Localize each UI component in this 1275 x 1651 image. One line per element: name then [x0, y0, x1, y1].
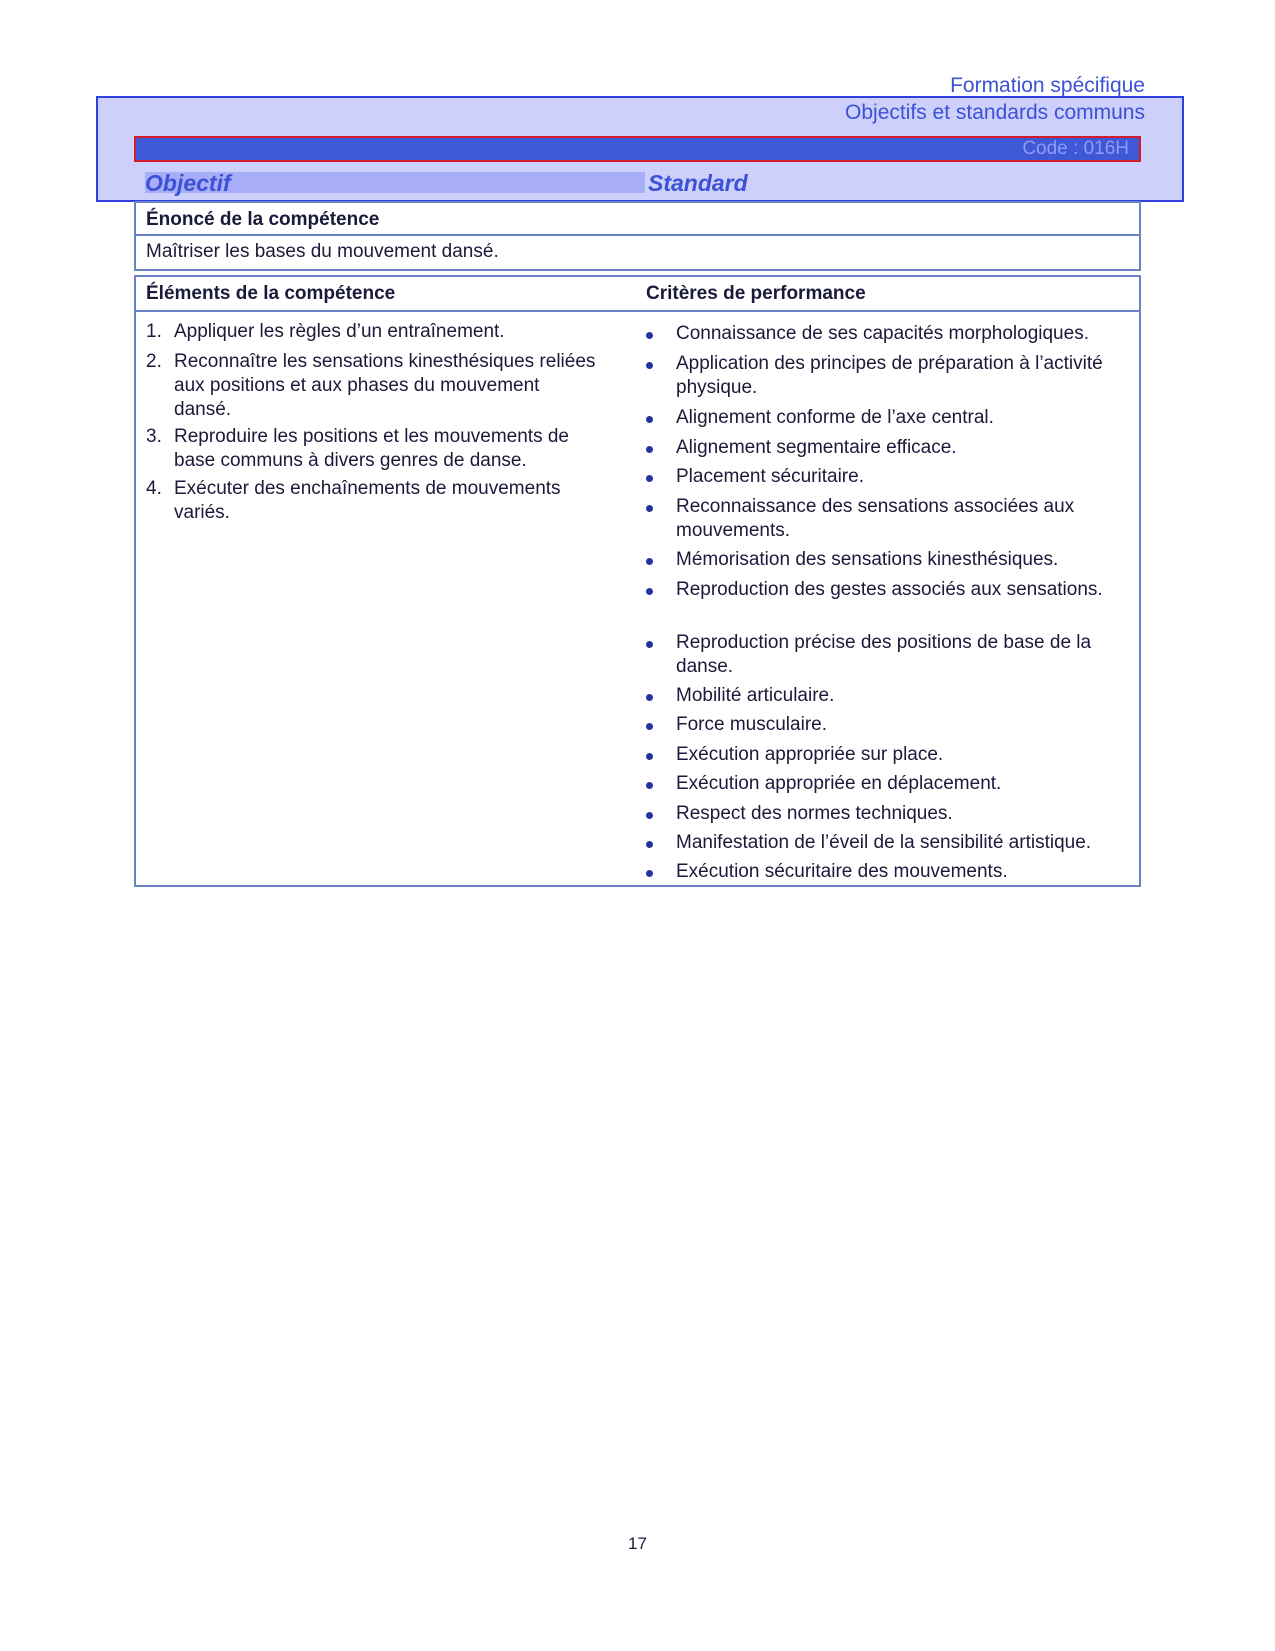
page-number: 17	[628, 1534, 647, 1553]
bullet-icon	[646, 362, 653, 369]
bullet-icon	[646, 870, 653, 877]
element-number: 3.	[146, 426, 162, 447]
element-item	[146, 350, 601, 422]
critere-text: Reproduction précise des positions de base de la danse.	[676, 632, 1092, 677]
critere-item	[646, 406, 1136, 430]
critere-item	[646, 713, 1136, 737]
critere-text: Alignement segmentaire efficace.	[676, 437, 957, 458]
bullet-icon	[646, 588, 653, 595]
critere-item	[646, 860, 1136, 884]
critere-item	[646, 684, 1136, 708]
enonce-text: Maîtriser les bases du mouvement dansé.	[146, 241, 499, 262]
critere-item	[646, 831, 1136, 855]
bullet-icon	[646, 332, 653, 339]
element-item	[146, 320, 601, 344]
element-number: 4.	[146, 478, 162, 499]
bullet-icon	[646, 558, 653, 565]
element-text: Reproduire les positions et les mouvements de base communs à divers genres de danse.	[174, 426, 569, 471]
bullet-icon	[646, 753, 653, 760]
critere-text: Exécution appropriée sur place.	[676, 744, 944, 765]
bullet-icon	[646, 694, 653, 701]
critere-item	[646, 743, 1136, 767]
code-bar	[134, 136, 1141, 162]
critere-text: Respect des normes techniques.	[676, 803, 953, 824]
critere-item	[646, 802, 1136, 826]
enonce-title: Énoncé de la compétence	[146, 209, 380, 230]
critere-item	[646, 578, 1136, 602]
critere-text: Force musculaire.	[676, 714, 827, 735]
element-text: Appliquer les règles d’un entraînement.	[174, 321, 505, 342]
objectifs-standards-title: Objectifs et standards communs	[845, 101, 1145, 124]
elements-title: Éléments de la compétence	[146, 283, 396, 304]
objectif-label: Objectif	[145, 170, 231, 196]
bullet-icon	[646, 505, 653, 512]
enonce-box	[134, 201, 1141, 271]
critere-item	[646, 465, 1136, 489]
critere-text: Alignement conforme de l’axe central.	[676, 407, 994, 428]
critere-text: Exécution appropriée en déplacement.	[676, 773, 1002, 794]
bullet-icon	[646, 841, 653, 848]
divider	[136, 310, 1139, 312]
bullet-icon	[646, 723, 653, 730]
critere-item	[646, 436, 1136, 460]
element-number: 1.	[146, 321, 162, 342]
critere-text: Reproduction des gestes associés aux sensations.	[676, 579, 1103, 600]
element-number: 2.	[146, 351, 162, 372]
criteres-title: Critères de performance	[646, 283, 866, 304]
critere-text: Placement sécuritaire.	[676, 466, 864, 487]
critere-text: Manifestation de l’éveil de la sensibilité artistique.	[676, 832, 1092, 853]
bullet-icon	[646, 475, 653, 482]
critere-text: Connaissance de ses capacités morphologiques.	[676, 323, 1089, 344]
critere-item	[646, 322, 1136, 346]
element-item	[146, 477, 601, 525]
competence-table	[134, 275, 1141, 887]
standard-label: Standard	[648, 170, 748, 196]
critere-text: Exécution sécuritaire des mouvements.	[676, 861, 1008, 882]
critere-item	[646, 548, 1136, 572]
critere-item	[646, 495, 1136, 543]
critere-item	[646, 772, 1136, 796]
bullet-icon	[646, 641, 653, 648]
critere-text: Mémorisation des sensations kinesthésiques.	[676, 549, 1059, 570]
element-item	[146, 425, 601, 473]
formation-title: Formation spécifique	[950, 74, 1145, 97]
bullet-icon	[646, 782, 653, 789]
critere-item	[646, 631, 1136, 679]
critere-item	[646, 352, 1136, 400]
bullet-icon	[646, 416, 653, 423]
element-text: Exécuter des enchaînements de mouvements variés.	[174, 478, 561, 523]
critere-text: Application des principes de préparation à l’activité physique.	[676, 353, 1103, 398]
divider	[136, 234, 1139, 236]
critere-text: Mobilité articulaire.	[676, 685, 835, 706]
critere-text: Reconnaissance des sensations associées aux mouvements.	[676, 496, 1075, 541]
element-text: Reconnaître les sensations kinesthésiques reliées aux positions et aux phases du mouvement dansé.	[174, 351, 596, 420]
bullet-icon	[646, 812, 653, 819]
code-label: Code : 016H	[1022, 138, 1129, 159]
bullet-icon	[646, 446, 653, 453]
